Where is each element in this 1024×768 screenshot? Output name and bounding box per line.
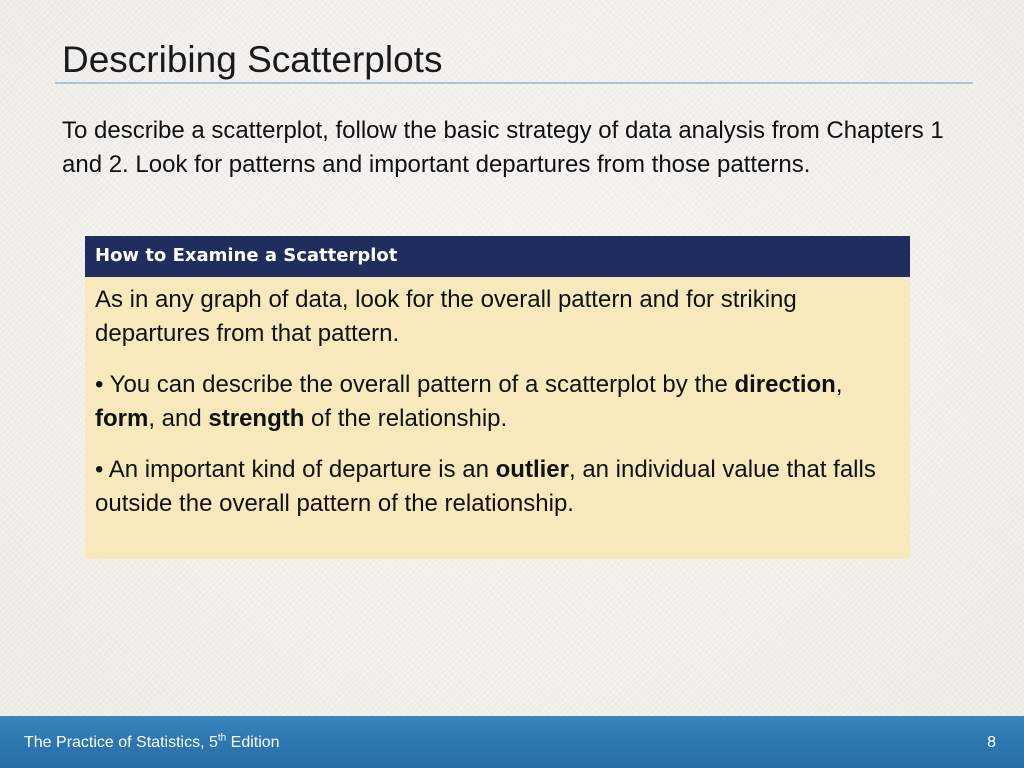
bullet-direction-form-strength	[95, 368, 900, 436]
footer-book-text: Edition	[226, 734, 280, 751]
bullet-outlier	[95, 453, 900, 521]
definition-box-body	[85, 277, 910, 521]
footer-book-title	[24, 734, 280, 752]
definition-box	[85, 236, 910, 559]
term-strength: strength	[208, 405, 305, 432]
footer-bar	[0, 716, 1024, 768]
bullet-text: • You can describe the overall pattern of a scatterplot by the	[95, 371, 735, 398]
definition-box-header: How to Examine a Scatterplot	[85, 236, 910, 277]
term-direction: direction	[734, 371, 836, 398]
box-paragraph: As in any graph of data, look for the overall pattern and for striking departures from that pattern.	[95, 286, 797, 347]
bullet-text: • An important kind of departure is an	[95, 456, 496, 483]
bullet-text: ,	[835, 371, 843, 398]
title-divider	[55, 82, 973, 84]
bullet-text: , an individual value that falls outside the overall pattern of the relationship.	[95, 456, 876, 517]
footer-book-text: The Practice of Statistics, 5	[24, 734, 218, 751]
bullet-text: of the relationship.	[304, 405, 508, 432]
bullet-text: , and	[148, 405, 209, 432]
footer-edition-superscript: th	[217, 732, 227, 744]
term-form: form	[95, 405, 149, 432]
intro-paragraph: To describe a scatterplot, follow the basic strategy of data analysis from Chapters 1 and 2. Look for patterns and important departures from those patterns.	[62, 117, 944, 178]
slide-title: Describing Scatterplots	[62, 39, 443, 80]
page-number: 8	[987, 734, 996, 751]
term-outlier: outlier	[495, 456, 569, 483]
